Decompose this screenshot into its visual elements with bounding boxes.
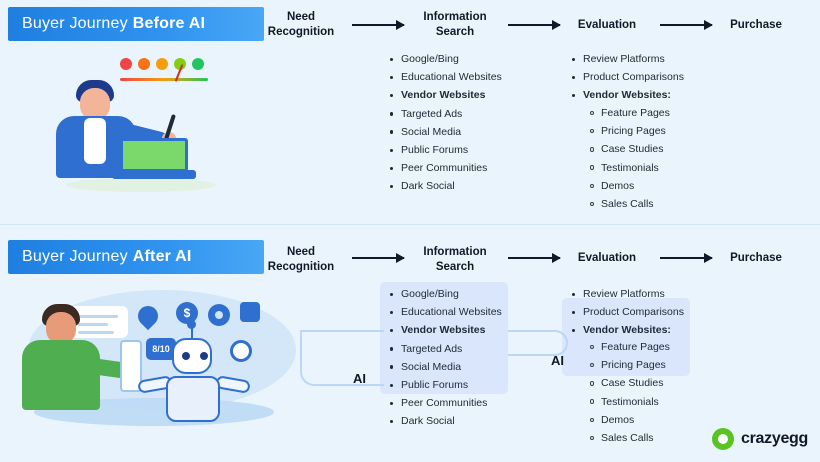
list-item: Review Platforms [570,285,684,303]
list-item: Vendor Websites [388,86,502,104]
list-information-search-before [388,50,502,196]
list-item: Google/Bing [388,50,502,68]
list-item: Public Forums [388,376,502,394]
list-item: Demos [588,177,670,195]
dollar-coin-icon: $ [176,302,198,324]
list-item: Vendor Websites [388,321,502,339]
stage-label-information-search-after: Information Search [423,246,487,273]
laptop-base [112,170,196,179]
list-item: Case Studies [588,374,670,392]
banner-before-ai [8,7,264,41]
list-item: Pricing Pages [588,122,670,140]
list-item: Peer Communities [388,159,502,177]
list-item: Case Studies [588,140,670,158]
robot-antenna [191,326,193,338]
stage-label-evaluation-before: Evaluation [577,19,637,31]
banner-after-bold: After AI [132,248,192,265]
arrow-search-to-evaluation-before [508,24,560,26]
laptop-screen [120,138,188,172]
list-item: Social Media [388,123,502,141]
list-item: Feature Pages [588,338,670,356]
chat-line [78,315,118,318]
banner-before-bold: Before AI [132,15,206,32]
stage-label-purchase-before: Purchase [730,19,782,31]
banner-after-ai [8,240,264,274]
list-item: Feature Pages [588,104,670,122]
ai-tag-evaluation: AI [551,353,564,368]
gauge-dot-3-icon [156,58,168,70]
robot-eye-left [182,352,190,360]
robot-body [166,376,220,422]
search-icon [230,340,252,362]
list-item: Review Platforms [570,50,684,68]
list-item: Product Comparisons [570,68,684,86]
list-evaluation-before [570,50,684,105]
list-item: Targeted Ads [388,105,502,123]
connector-robot-to-search [300,330,384,386]
ground-shadow [66,178,216,192]
gear-icon [208,304,230,326]
stage-label-need-recognition-after: Need Recognition [267,246,335,273]
stage-label-need-recognition-before: Need Recognition [267,11,335,38]
stage-label-evaluation-after: Evaluation [577,252,637,264]
list-item: Testimonials [588,159,670,177]
gauge-dot-2-icon [138,58,150,70]
list-item: Vendor Websites: [570,86,684,104]
arrow-need-to-search-before [352,24,404,26]
sublist-vendor-websites-before [588,104,670,213]
list-item: Sales Calls [588,195,670,213]
arrow-evaluation-to-purchase-before [660,24,712,26]
list-item: Google/Bing [388,285,502,303]
list-item: Vendor Websites: [570,321,684,339]
list-item: Testimonials [588,393,670,411]
list-evaluation-after [570,285,684,340]
ai-tag-information-search: AI [353,371,366,386]
list-item: Public Forums [388,141,502,159]
list-item: Demos [588,411,670,429]
list-item: Product Comparisons [570,303,684,321]
sublist-vendor-websites-after [588,338,670,447]
brand-logo-text: crazyegg [741,430,808,447]
gauge-dot-5-icon [192,58,204,70]
person-body [22,340,100,410]
arrow-need-to-search-after [352,257,404,259]
brand-logo [712,428,808,450]
list-item: Pricing Pages [588,356,670,374]
list-item: Dark Social [388,412,502,430]
arrow-evaluation-to-purchase-after [660,257,712,259]
gauge-bar [120,78,208,81]
score-badge: 8/10 [146,338,176,360]
banner-after-prefix: Buyer Journey [22,248,128,265]
person-shirt [84,118,106,164]
chat-line [78,323,108,326]
list-item: Peer Communities [388,394,502,412]
list-item: Sales Calls [588,429,670,447]
gauge-dot-1-icon [120,58,132,70]
section-divider [0,224,820,225]
lock-icon [240,302,260,322]
list-item: Educational Websites [388,68,502,86]
list-information-search-after [388,285,502,431]
stage-label-purchase-after: Purchase [730,252,782,264]
illustration-before-ai [36,52,246,204]
list-item: Dark Social [388,177,502,195]
banner-before-prefix: Buyer Journey [22,15,128,32]
illustration-after-ai [8,282,308,450]
list-item: Targeted Ads [388,340,502,358]
stage-label-information-search-before: Information Search [423,11,487,38]
list-item: Social Media [388,358,502,376]
crazyegg-logo-icon [712,428,734,450]
chat-line [78,331,114,334]
arrow-search-to-evaluation-after [508,257,560,259]
robot-eye-right [200,352,208,360]
list-item: Educational Websites [388,303,502,321]
